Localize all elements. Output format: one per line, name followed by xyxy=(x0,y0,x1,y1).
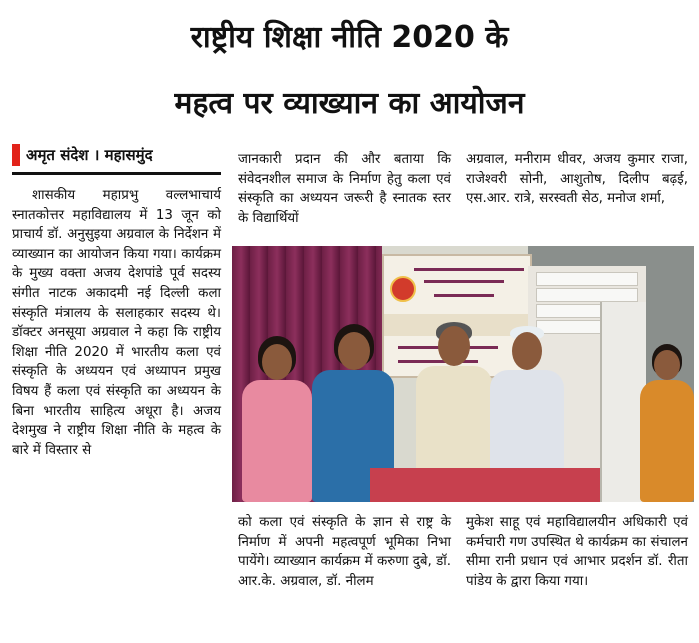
article-column-3-bottom xyxy=(466,513,688,591)
byline-text: अमृत संदेश । महासमुंद xyxy=(26,146,153,164)
table xyxy=(370,468,600,502)
byline-accent-bar xyxy=(12,144,20,166)
article-column-1 xyxy=(12,186,221,460)
event-photo xyxy=(232,246,694,502)
headline-line-2: महत्व पर व्याख्यान का आयोजन xyxy=(174,86,525,121)
person-5 xyxy=(640,344,694,502)
college-logo-icon xyxy=(390,276,416,302)
article-paragraph: शासकीय महाप्रभु वल्लभाचार्य स्नातकोत्तर महाविद्यालय में 13 जून को प्राचार्य डॉ. अनुसुइया अग्रवाल के निर्देशन में व्याख्यान का आयोजन किया गया। कार्यक्रम के मुख्य वक्ता अजय देशपांडे पूर्व सदस्य संगीत नाटक अकादमी नई दिल्ली कला संस्कृति मंत्रालय के सलाहकार सदस्य थे। डॉक्टर अनसूया अग्रवाल ने कहा कि राष्ट्रीय शिक्षा नीति 2020 में भारतीय कला एवं संस्कृति के अध्ययन एवं अध्यापन प्रमुख विषय हैं कला एवं संस्कृति का अध्ययन के बिना भारतीय साहित्य अधूरा है। अजय देशमुख ने राष्ट्रीय शिक्षा नीति के महत्व के बारे में विस्तार से xyxy=(12,188,221,458)
article-column-3-top xyxy=(466,150,688,209)
article-paragraph: अग्रवाल, मनीराम धीवर, अजय कुमार राजा, राजेश्वरी सोनी, आशुतोष, दिलीप बढ़ई, एस.आर. रात्रे, सरस्वती सेठ, मनोज शर्मा, xyxy=(466,152,688,207)
headline-line-1: राष्ट्रीय शिक्षा नीति 2020 के xyxy=(190,20,509,55)
article-column-2-top xyxy=(238,150,451,228)
article-paragraph: जानकारी प्रदान की और बताया कि संवेदनशील समाज के निर्माण हेतु कला एवं संस्कृति का अध्ययन जरूरी है स्नातक स्तर के विद्यार्थियों xyxy=(238,152,451,226)
person-1 xyxy=(242,336,312,502)
byline xyxy=(12,144,221,176)
article-paragraph: मुकेश साहू एवं महाविद्यालयीन अधिकारी एवं कर्मचारी गण उपस्थित थे कार्यक्रम का संचालन सीमा रानी प्रधान एवं आभार प्रदर्शन डॉ. रीता पांडेय के द्वारा किया गया। xyxy=(466,515,688,589)
byline-rule xyxy=(12,172,221,175)
article-column-2-bottom xyxy=(238,513,451,591)
article-paragraph: को कला एवं संस्कृति के ज्ञान से राष्ट्र के निर्माण में अपनी महत्वपूर्ण भूमिका निभा पायेंगे। व्याख्यान कार्यक्रम में करुणा दुबे, डॉ. आर.के. अग्रवाल, डॉ. नीलम xyxy=(238,515,451,589)
